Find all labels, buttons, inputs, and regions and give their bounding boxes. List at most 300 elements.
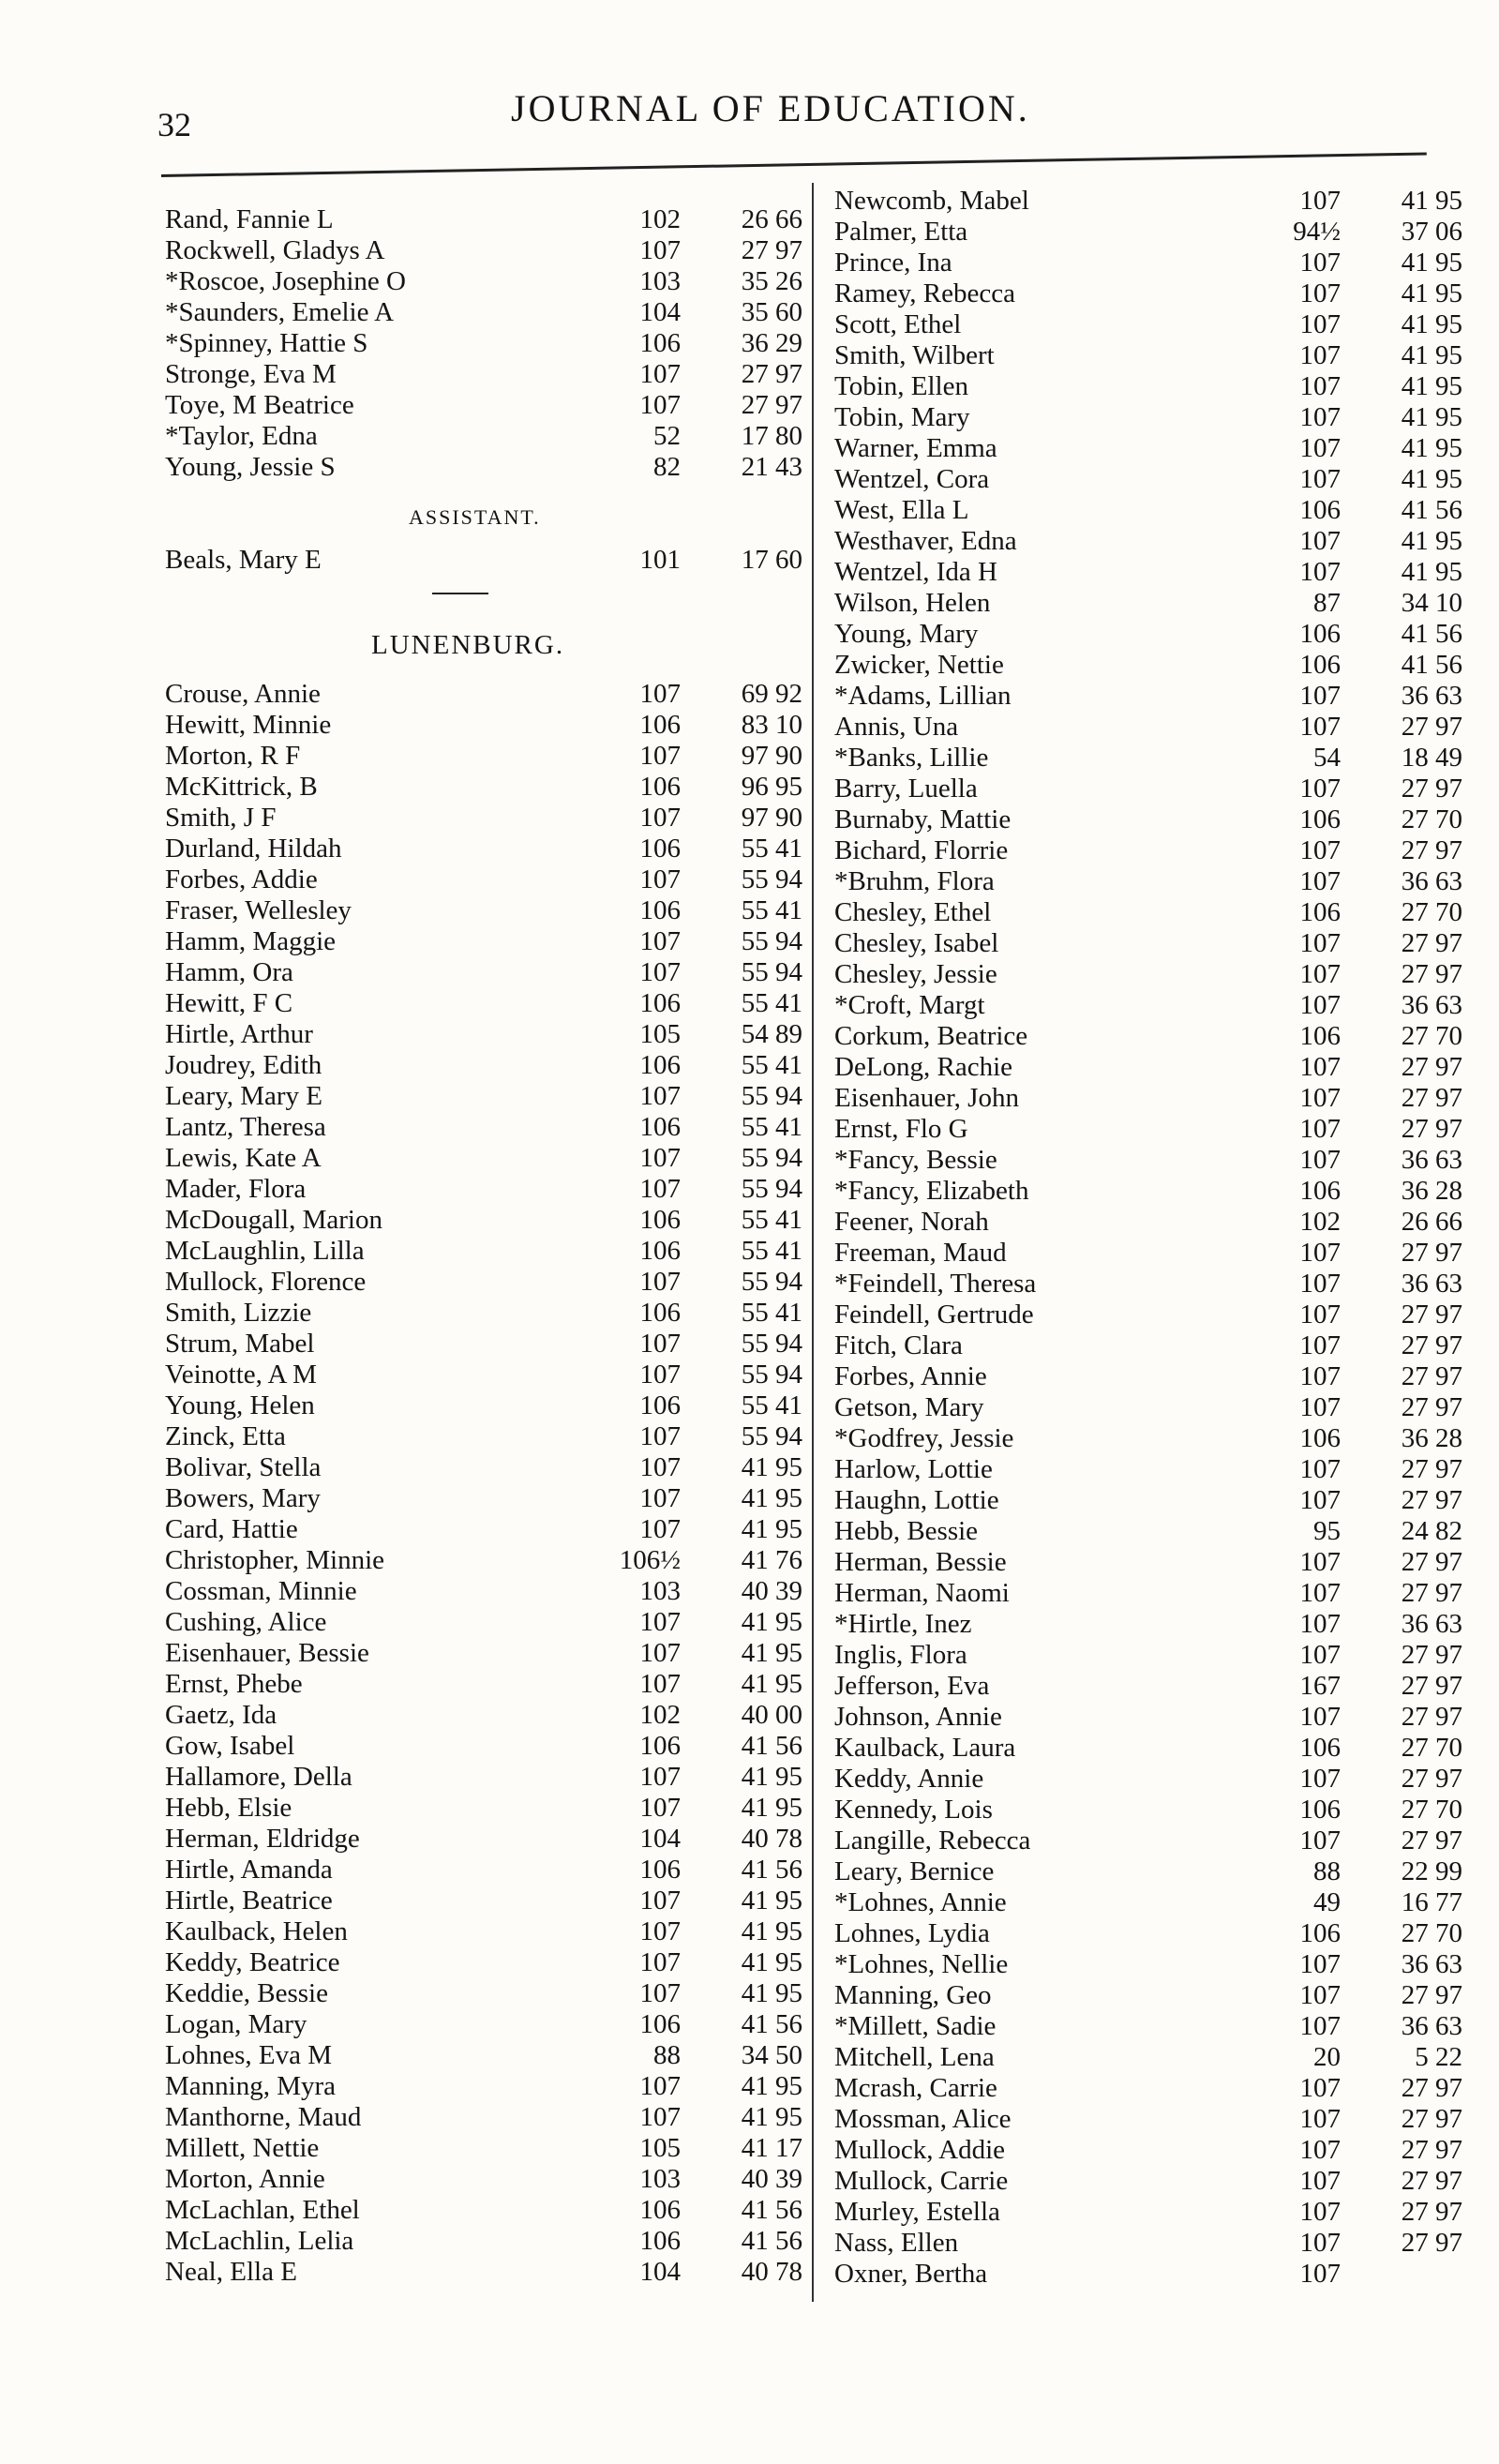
- teacher-row: [834, 1176, 1472, 1207]
- teacher-row: [834, 1392, 1472, 1423]
- teacher-name: *Bruhm, Flora: [834, 866, 995, 896]
- grant-amount: 41 56: [1401, 495, 1462, 525]
- teacher-row: [834, 743, 1472, 774]
- grant-amount: 55 41: [741, 1390, 802, 1420]
- teacher-row: [165, 328, 802, 359]
- teacher-row: [834, 897, 1472, 928]
- grant-amount: 17 60: [741, 545, 802, 575]
- teacher-row: [165, 1421, 802, 1452]
- grant-amount: 41 95: [741, 1886, 802, 1916]
- grant-amount: 55 41: [741, 834, 802, 864]
- days-taught: 82: [653, 452, 681, 482]
- teacher-row: [165, 1669, 802, 1700]
- grant-amount: 27 97: [1401, 1702, 1462, 1732]
- teacher-row: [834, 1980, 1472, 2011]
- days-taught: 107: [639, 1329, 681, 1359]
- teacher-row: [834, 866, 1472, 897]
- grant-amount: 18 49: [1401, 743, 1462, 773]
- days-taught: 107: [639, 1793, 681, 1823]
- teacher-name: *Fancy, Elizabeth: [834, 1176, 1029, 1206]
- teacher-name: Chesley, Jessie: [834, 959, 997, 989]
- teacher-row: [834, 1764, 1472, 1795]
- teacher-name: Mcrash, Carrie: [834, 2073, 997, 2103]
- teacher-row: [165, 1019, 802, 1050]
- teacher-name: Gow, Isabel: [165, 1731, 295, 1761]
- grant-amount: 55 94: [741, 1143, 802, 1173]
- days-taught: 107: [1299, 1980, 1341, 2010]
- teacher-name: McLaughlin, Lilla: [165, 1236, 365, 1266]
- teacher-name: Manthorne, Maud: [165, 2102, 362, 2132]
- teacher-row: [165, 864, 802, 895]
- days-taught: 103: [639, 266, 681, 296]
- days-taught: 107: [1299, 402, 1341, 432]
- teacher-row: [165, 926, 802, 957]
- grant-amount: 27 70: [1401, 804, 1462, 834]
- grant-amount: 27 97: [741, 359, 802, 389]
- grant-amount: 41 95: [1401, 186, 1462, 216]
- teacher-row: [834, 959, 1472, 990]
- grant-amount: 97 90: [741, 741, 802, 771]
- days-taught: 107: [1299, 1454, 1341, 1484]
- days-taught: 106: [1299, 495, 1341, 525]
- journal-title: JOURNAL OF EDUCATION.: [511, 87, 1030, 129]
- teacher-name: Mullock, Carrie: [834, 2166, 1009, 2196]
- teacher-row: [165, 266, 802, 297]
- days-taught: 107: [639, 2071, 681, 2101]
- teacher-row: [165, 1360, 802, 1390]
- teacher-row: [165, 2071, 802, 2102]
- teacher-row: [834, 619, 1472, 650]
- grant-amount: 27 97: [1401, 774, 1462, 804]
- teacher-name: Feener, Norah: [834, 1207, 989, 1237]
- grant-amount: 41 95: [1401, 526, 1462, 556]
- teacher-row: [834, 1052, 1472, 1083]
- grant-amount: 55 41: [741, 988, 802, 1018]
- grant-amount: 55 94: [741, 1081, 802, 1111]
- teacher-row: [165, 1390, 802, 1421]
- days-taught: 107: [1299, 1702, 1341, 1732]
- days-taught: 107: [639, 1452, 681, 1482]
- teacher-row: [165, 1607, 802, 1638]
- teacher-name: Hamm, Ora: [165, 957, 293, 987]
- days-taught: 107: [639, 359, 681, 389]
- teacher-row: [834, 1330, 1472, 1361]
- grant-amount: 41 95: [1401, 248, 1462, 278]
- teacher-name: Mullock, Florence: [165, 1267, 367, 1297]
- days-taught: 107: [1299, 1114, 1341, 1144]
- teacher-row: [834, 1207, 1472, 1238]
- days-taught: 107: [1299, 1269, 1341, 1299]
- grant-amount: 27 97: [1401, 1454, 1462, 1484]
- teacher-row: [165, 1452, 802, 1483]
- teacher-row: [165, 235, 802, 266]
- days-taught: 107: [1299, 2011, 1341, 2041]
- teacher-row: [834, 1021, 1472, 1052]
- days-taught: 107: [1299, 1609, 1341, 1639]
- days-taught: 107: [1299, 433, 1341, 463]
- days-taught: 107: [1299, 1300, 1341, 1330]
- teacher-name: Johnson, Annie: [834, 1702, 1002, 1732]
- grant-amount: 27 97: [1401, 1825, 1462, 1856]
- days-taught: 94½: [1293, 217, 1341, 247]
- days-taught: 107: [1299, 1578, 1341, 1608]
- teacher-name: Lewis, Kate A: [165, 1143, 322, 1173]
- grant-amount: 27 97: [1401, 2104, 1462, 2134]
- days-taught: 107: [1299, 1485, 1341, 1515]
- days-taught: 106: [1299, 897, 1341, 927]
- teacher-row: [165, 1174, 802, 1205]
- grant-amount: 96 95: [741, 772, 802, 802]
- grant-amount: 27 97: [1401, 1300, 1462, 1330]
- teacher-row: [834, 1825, 1472, 1856]
- days-taught: 107: [1299, 2228, 1341, 2258]
- teacher-row: [165, 1576, 802, 1607]
- days-taught: 88: [1313, 1856, 1341, 1886]
- teacher-name: Hirtle, Arthur: [165, 1019, 313, 1049]
- days-taught: 107: [639, 1886, 681, 1916]
- teacher-row: [165, 1081, 802, 1112]
- days-taught: 107: [1299, 2197, 1341, 2227]
- days-taught: 107: [1299, 1052, 1341, 1082]
- teacher-row: [165, 421, 802, 452]
- days-taught: 107: [1299, 526, 1341, 556]
- grant-amount: 21 43: [741, 452, 802, 482]
- teacher-name: Hewitt, Minnie: [165, 710, 332, 740]
- grant-amount: 35 60: [741, 297, 802, 327]
- teacher-name: Wentzel, Cora: [834, 464, 990, 494]
- teacher-name: Forbes, Annie: [834, 1361, 987, 1391]
- teacher-row: [165, 1143, 802, 1174]
- grant-amount: 36 63: [1401, 1949, 1462, 1979]
- teacher-name: Card, Hattie: [165, 1514, 298, 1544]
- teacher-name: Hallamore, Della: [165, 1762, 352, 1792]
- grant-amount: 41 95: [741, 1638, 802, 1668]
- days-taught: 107: [639, 1143, 681, 1173]
- days-taught: 106: [1299, 1918, 1341, 1948]
- teacher-name: Hamm, Maggie: [165, 926, 337, 956]
- days-taught: 107: [1299, 2073, 1341, 2103]
- teacher-row: [165, 1298, 802, 1329]
- teacher-name: Feindell, Gertrude: [834, 1300, 1034, 1330]
- grant-amount: 55 94: [741, 957, 802, 987]
- teacher-row: [165, 741, 802, 772]
- days-taught: 107: [1299, 340, 1341, 370]
- teacher-name: Young, Jessie S: [165, 452, 336, 482]
- grant-amount: 36 28: [1401, 1176, 1462, 1206]
- teacher-row: [834, 495, 1472, 526]
- teacher-name: *Lohnes, Annie: [834, 1887, 1007, 1917]
- grant-amount: 27 97: [1401, 1330, 1462, 1360]
- days-taught: 106: [1299, 1423, 1341, 1453]
- header-rule: [161, 152, 1427, 177]
- grant-amount: 41 95: [741, 1514, 802, 1544]
- teacher-name: Keddie, Bessie: [165, 1978, 328, 2008]
- grant-amount: 27 97: [1401, 2073, 1462, 2103]
- grant-amount: 41 95: [741, 2071, 802, 2101]
- days-taught: 105: [639, 1019, 681, 1049]
- teacher-row: [165, 1855, 802, 1886]
- days-taught: 107: [639, 1638, 681, 1668]
- teacher-name: Veinotte, A M: [165, 1360, 317, 1390]
- teacher-row: [834, 2166, 1472, 2197]
- teacher-row: [834, 1238, 1472, 1269]
- teacher-name: Kennedy, Lois: [834, 1795, 993, 1825]
- days-taught: 106: [639, 710, 681, 740]
- grant-amount: 41 95: [1401, 278, 1462, 308]
- days-taught: 107: [1299, 1640, 1341, 1670]
- teacher-name: Prince, Ina: [834, 248, 952, 278]
- grant-amount: 41 56: [741, 1855, 802, 1885]
- grant-amount: 55 94: [741, 1329, 802, 1359]
- teacher-name: Keddy, Beatrice: [165, 1947, 340, 1977]
- grant-amount: 41 95: [1401, 464, 1462, 494]
- days-taught: 106: [1299, 804, 1341, 834]
- days-taught: 107: [1299, 2135, 1341, 2165]
- days-taught: 105: [639, 2133, 681, 2163]
- grant-amount: 27 97: [1401, 1485, 1462, 1515]
- teacher-row: [834, 1083, 1472, 1114]
- grant-amount: 41 95: [741, 2102, 802, 2132]
- days-taught: 107: [639, 1947, 681, 1977]
- left-column: [165, 204, 802, 2288]
- teacher-row: [834, 371, 1472, 402]
- teacher-name: Langille, Rebecca: [834, 1825, 1031, 1856]
- grant-amount: 55 94: [741, 1421, 802, 1451]
- grant-amount: 55 41: [741, 1050, 802, 1080]
- teacher-row: [165, 297, 802, 328]
- teacher-name: Chesley, Ethel: [834, 897, 992, 927]
- teacher-name: West, Ella L: [834, 495, 969, 525]
- grant-amount: 55 41: [741, 895, 802, 925]
- days-taught: 106: [1299, 1733, 1341, 1763]
- teacher-row: [834, 835, 1472, 866]
- teacher-row: [165, 1236, 802, 1267]
- teacher-row: [165, 1483, 802, 1514]
- days-taught: 107: [1299, 712, 1341, 742]
- days-taught: 107: [639, 1360, 681, 1390]
- grant-amount: 41 95: [1401, 433, 1462, 463]
- days-taught: 107: [1299, 1949, 1341, 1979]
- teacher-row: [834, 2135, 1472, 2166]
- days-taught: 106: [639, 1205, 681, 1235]
- days-taught: 107: [639, 1916, 681, 1946]
- grant-amount: 5 22: [1415, 2042, 1462, 2072]
- grant-amount: 27 70: [1401, 1918, 1462, 1948]
- grant-amount: 40 78: [741, 2257, 802, 2287]
- teacher-name: Getson, Mary: [834, 1392, 984, 1422]
- teacher-name: *Godfrey, Jessie: [834, 1423, 1014, 1453]
- grant-amount: 55 94: [741, 1174, 802, 1204]
- days-taught: 107: [639, 679, 681, 709]
- teacher-row: [834, 433, 1472, 464]
- days-taught: 107: [1299, 2259, 1341, 2289]
- teacher-row: [165, 1112, 802, 1143]
- days-taught: 52: [653, 421, 681, 451]
- teacher-row: [165, 2102, 802, 2133]
- grant-amount: 41 56: [741, 2195, 802, 2225]
- teacher-name: *Saunders, Emelie A: [165, 297, 395, 327]
- teacher-name: Bowers, Mary: [165, 1483, 321, 1513]
- grant-amount: 27 70: [1401, 1795, 1462, 1825]
- teacher-row: [165, 803, 802, 834]
- grant-amount: 16 77: [1401, 1887, 1462, 1917]
- grant-amount: 41 95: [741, 1483, 802, 1513]
- teacher-row: [834, 1485, 1472, 1516]
- grant-amount: 27 97: [1401, 2228, 1462, 2258]
- teacher-row: [834, 309, 1472, 340]
- teacher-row: [165, 1824, 802, 1855]
- teacher-row: [165, 679, 802, 710]
- grant-amount: 36 63: [1401, 990, 1462, 1020]
- teacher-row: [165, 988, 802, 1019]
- days-taught: 167: [1299, 1671, 1341, 1701]
- teacher-row: [834, 1609, 1472, 1640]
- days-taught: 107: [639, 1762, 681, 1792]
- teacher-row: [834, 1269, 1472, 1300]
- teacher-name: Keddy, Annie: [834, 1764, 984, 1794]
- teacher-name: McKittrick, B: [165, 772, 318, 802]
- teacher-name: Strum, Mabel: [165, 1329, 315, 1359]
- days-taught: 54: [1313, 743, 1341, 773]
- grant-amount: 41 95: [741, 1916, 802, 1946]
- days-taught: 103: [639, 2164, 681, 2194]
- teacher-name: DeLong, Rachie: [834, 1052, 1013, 1082]
- subsection-heading: [165, 483, 802, 545]
- teacher-name: Leary, Mary E: [165, 1081, 323, 1111]
- right-column: [834, 186, 1472, 2290]
- page-number: 32: [157, 106, 191, 143]
- teacher-row: [834, 248, 1472, 278]
- teacher-row: [165, 390, 802, 421]
- teacher-name: Inglis, Flora: [834, 1640, 967, 1670]
- days-taught: 49: [1313, 1887, 1341, 1917]
- teacher-row: [834, 1702, 1472, 1733]
- teacher-name: McLachlan, Ethel: [165, 2195, 360, 2225]
- teacher-row: [834, 402, 1472, 433]
- teacher-name: *Roscoe, Josephine O: [165, 266, 406, 296]
- days-taught: 104: [639, 2257, 681, 2287]
- teacher-row: [165, 834, 802, 864]
- days-taught: 20: [1313, 2042, 1341, 2072]
- teacher-row: [165, 2195, 802, 2226]
- teacher-row: [834, 1795, 1472, 1825]
- teacher-row: [834, 1949, 1472, 1980]
- teacher-name: Harlow, Lottie: [834, 1454, 993, 1484]
- teacher-name: Bolivar, Stella: [165, 1452, 322, 1482]
- teacher-name: Smith, Lizzie: [165, 1298, 312, 1328]
- days-taught: 101: [639, 545, 681, 575]
- grant-amount: 27 97: [1401, 1114, 1462, 1144]
- grant-amount: 41 95: [1401, 371, 1462, 401]
- grant-amount: 41 95: [1401, 402, 1462, 432]
- days-taught: 107: [639, 741, 681, 771]
- teacher-name: Joudrey, Edith: [165, 1050, 322, 1080]
- grant-amount: 41 95: [741, 1793, 802, 1823]
- days-taught: 107: [639, 390, 681, 420]
- grant-amount: 40 39: [741, 2164, 802, 2194]
- days-taught: 107: [639, 1174, 681, 1204]
- teacher-name: Mullock, Addie: [834, 2135, 1006, 2165]
- grant-amount: 27 97: [1401, 1578, 1462, 1608]
- days-taught: 106: [1299, 650, 1341, 680]
- grant-amount: 34 10: [1401, 588, 1462, 618]
- teacher-name: Herman, Eldridge: [165, 1824, 360, 1854]
- teacher-row: [834, 1733, 1472, 1764]
- teacher-row: [834, 186, 1472, 217]
- grant-amount: 41 56: [1401, 619, 1462, 649]
- teacher-row: [165, 895, 802, 926]
- teacher-name: Rockwell, Gladys A: [165, 235, 385, 265]
- teacher-row: [834, 2073, 1472, 2104]
- grant-amount: 27 97: [741, 390, 802, 420]
- grant-amount: 36 63: [1401, 1609, 1462, 1639]
- teacher-name: Hewitt, F C: [165, 988, 293, 1018]
- teacher-row: [165, 1329, 802, 1360]
- teacher-row: [834, 278, 1472, 309]
- teacher-row: [165, 1514, 802, 1545]
- teacher-name: Lohnes, Lydia: [834, 1918, 990, 1948]
- days-taught: 107: [639, 957, 681, 987]
- teacher-name: Kaulback, Helen: [165, 1916, 348, 1946]
- days-taught: 107: [639, 1514, 681, 1544]
- grant-amount: 24 82: [1401, 1516, 1462, 1546]
- teacher-row: [165, 1947, 802, 1978]
- teacher-row: [834, 588, 1472, 619]
- grant-amount: 27 97: [1401, 928, 1462, 958]
- grant-amount: 36 63: [1401, 2011, 1462, 2041]
- teacher-name: *Taylor, Edna: [165, 421, 318, 451]
- teacher-row: [834, 2104, 1472, 2135]
- days-taught: 107: [1299, 278, 1341, 308]
- teacher-name: *Lohnes, Nellie: [834, 1949, 1009, 1979]
- teacher-name: Ramey, Rebecca: [834, 278, 1015, 308]
- teacher-row: [165, 710, 802, 741]
- grant-amount: 27 97: [1401, 1392, 1462, 1422]
- grant-amount: 27 70: [1401, 1733, 1462, 1763]
- subsection-heading-text: ASSISTANT.: [409, 505, 541, 529]
- grant-amount: 55 94: [741, 1360, 802, 1390]
- grant-amount: 17 80: [741, 421, 802, 451]
- teacher-name: Tobin, Mary: [834, 402, 970, 432]
- grant-amount: 36 63: [1401, 681, 1462, 711]
- days-taught: 107: [1299, 866, 1341, 896]
- days-taught: 106: [639, 988, 681, 1018]
- days-taught: 107: [639, 1267, 681, 1297]
- teacher-row: [165, 1793, 802, 1824]
- grant-amount: 41 95: [741, 1452, 802, 1482]
- teacher-name: Chesley, Isabel: [834, 928, 999, 958]
- teacher-row: [165, 1700, 802, 1731]
- teacher-row: [165, 1205, 802, 1236]
- grant-amount: 27 97: [1401, 712, 1462, 742]
- teacher-row: [165, 1545, 802, 1576]
- days-taught: 106: [1299, 1176, 1341, 1206]
- days-taught: 106: [639, 772, 681, 802]
- teacher-name: Durland, Hildah: [165, 834, 342, 864]
- grant-amount: 40 78: [741, 1824, 802, 1854]
- teacher-name: Morton, R F: [165, 741, 301, 771]
- grant-amount: 69 92: [741, 679, 802, 709]
- days-taught: 107: [639, 1978, 681, 2008]
- grant-amount: 35 26: [741, 266, 802, 296]
- teacher-name: *Croft, Margt: [834, 990, 985, 1020]
- days-taught: 106: [1299, 1795, 1341, 1825]
- grant-amount: 41 56: [741, 1731, 802, 1761]
- teacher-name: Rand, Fannie L: [165, 204, 334, 234]
- teacher-name: Ernst, Phebe: [165, 1669, 303, 1699]
- grant-amount: 41 56: [741, 2009, 802, 2039]
- teacher-name: Christopher, Minnie: [165, 1545, 385, 1575]
